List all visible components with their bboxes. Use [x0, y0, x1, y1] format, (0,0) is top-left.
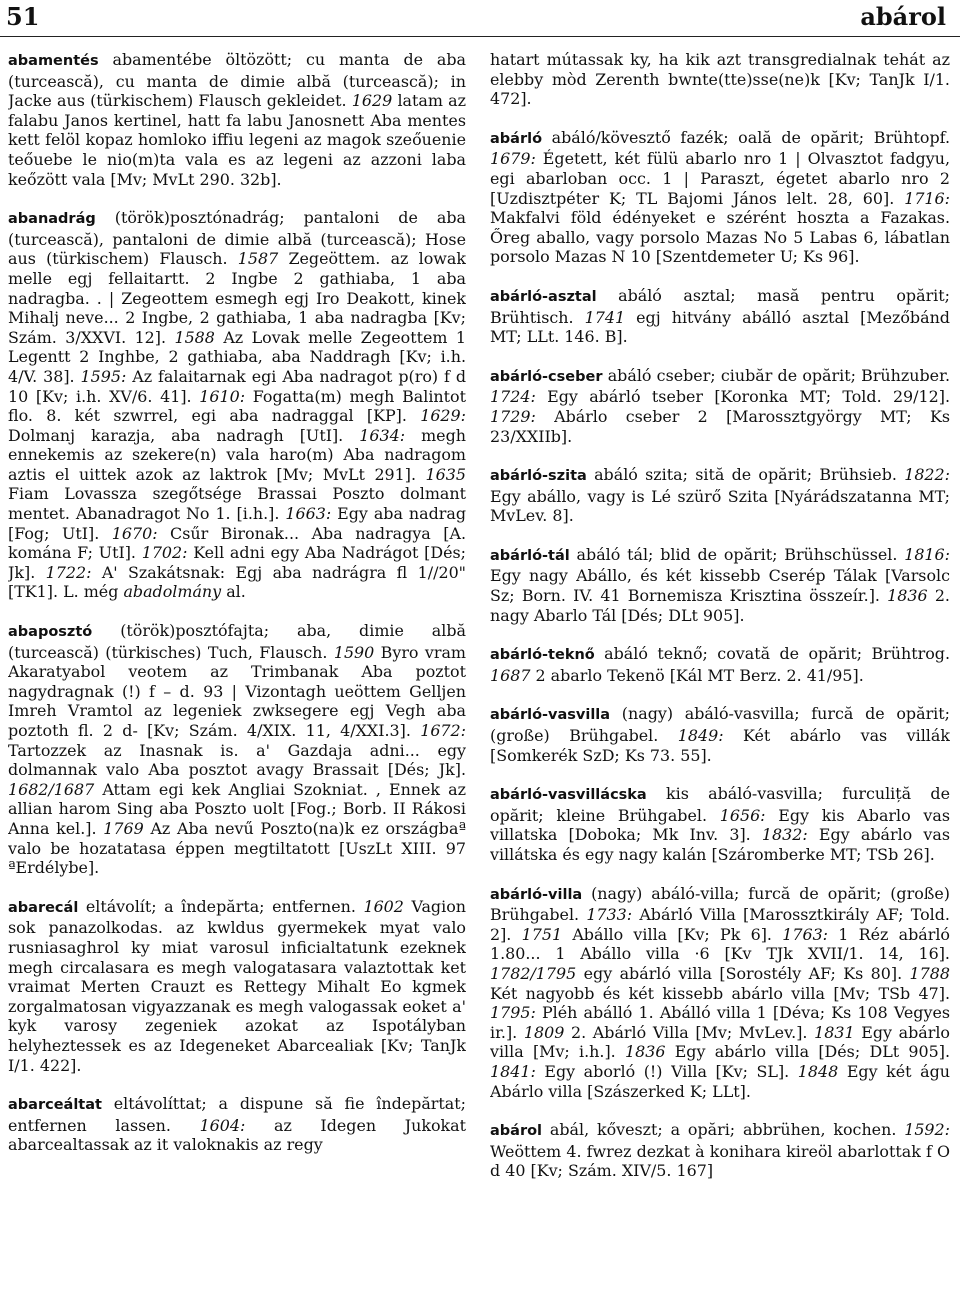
page-number: 51	[6, 2, 40, 31]
entry-text: (török)posztófajta; aba, dimie albă (turcească) (türkisches) Tuch, Flausch.	[8, 621, 466, 662]
dictionary-entry-abarlo-vasvilla	[490, 704, 950, 765]
dictionary-entry-abanadrag	[8, 208, 466, 602]
entry-text: abáló/kövesztő fazék; oală de opărit; Brühtopf.	[542, 127, 950, 147]
entry-text: Az Aba nevű Poszto(na)k ez országbaª valo be hozatatasa éppen megtiltatott [UszLt XIII. 97 ªErdélybe].	[8, 818, 466, 878]
entry-text: Az Lovak melle Zegeottem 1 Legentt 2 Inghbe, 2 gathiaba, aba Naddragh [Kv; i.h. 4/V. 38].	[8, 327, 466, 386]
citation-date: 1634:	[359, 425, 406, 445]
headword: abárló-vasvilla	[490, 707, 611, 724]
entry-text: latam az falabu Janos kertinel, hatt fa labu Janosnett Aba mentes kett felöl kopaz homloko iffiu legeni az magok szeőuenie teőuebe le nio(m)ta vala es az legeni az azzoni laba keőzött vala [Mv; MvLt 290. 32b].	[8, 91, 466, 189]
dictionary-entry-abarlo	[490, 128, 950, 267]
headword: abarceáltat	[8, 1097, 102, 1114]
entry-text: Vagion sok panazolkodas. az kwldus gyermekek myat valo rusniasaghrol ky miat varosul inficialtatunk ezeknek megh circalasara es megh valogatasara valaztottak ket vraimat Merten Crauzt es Rettegy Mihalt Eo kgmek zorgalmatosan vigyazzanak es megh valogassak eoket a' kyk varosy zegeniek azokat az Ispotályban helyheztessek es az Idegeneket Abarcealiak [Kv; TanJk I/1. 422].	[8, 896, 466, 1075]
entry-text: Zegeöttem. az lowak melle egj fellaitartt. 2 Ingbe 2 gathiaba, 1 aba nadragba. . | Zegeottem esmegh egj Iro Deakott, kinek Mihalj neve... 2 Ingbe, 2 gathiaba, 1 aba nadragba [Kv; Szám. 3/XXVI. 12].	[8, 249, 466, 347]
entry-text: Egy nagy Abállo, és két kissebb Cserép Tálak [Varsolc Sz; Born. IV. 41 Bornemisza Krisztina összeír.].	[490, 566, 950, 606]
entry-text: egj hitvány abálló asztal [Mezőbánd MT; LLt. 146. B].	[490, 307, 950, 347]
entry-text: eltávolíttat; a dispune să fie îndepărtat; entfernen lassen.	[8, 1094, 466, 1135]
dictionary-entry-abarlo-szita	[490, 465, 950, 526]
entry-text: Két abárlo vas villák [Somkerék SzD; Ks 73. 55].	[490, 726, 950, 765]
headword: abárló-villa	[490, 886, 583, 903]
citation-date: 1836	[887, 586, 928, 606]
citation-date: 1832:	[761, 825, 808, 845]
entry-text: Két nagyobb és két kissebb abárlo villa [Mv; TSb 47].	[490, 983, 950, 1003]
entry-text: 2. nagy Abarlo Tál [Dés; DLt 905].	[490, 586, 950, 625]
entry-text: Abárló Villa [Marossztkirály AF; Told. 2].	[490, 905, 950, 944]
citation-date: 1816:	[904, 544, 950, 564]
entry-text: megh ennekemis az szekere(n) vala haro(m) Aba nadragom aztis el uittek azok az laktrok [Mv; MvLt 291].	[8, 425, 466, 484]
citation-date: 1679:	[490, 149, 536, 169]
dictionary-entry-abaposzto	[8, 621, 466, 878]
entry-text: abáló teknő; covată de opărit; Brühtrog.	[594, 644, 950, 664]
citation-date: 1769	[103, 818, 144, 838]
entry-text: al.	[221, 582, 246, 602]
entry-text: Egy aba nadrag [Fog; UtI].	[8, 504, 466, 543]
citation-date: 1763:	[782, 924, 829, 944]
entry-text: hatart mútassak ky, ha kik azt transgredialnak tehát az elebby mòd Zerenth bwnte(tte)sse(ne)k [Kv; TanJk I/1. 472].	[490, 50, 950, 109]
entry-text: (nagy) abáló-vasvilla; furcă de opărit; (große) Brühgabel.	[490, 704, 950, 746]
entry-text: Dolmanj karazja, aba nadragh [UtI].	[8, 425, 360, 445]
citation-date: 1670:	[111, 523, 158, 543]
entry-text: Egy abárló tseber [Koronka MT; Told. 29/12].	[535, 387, 950, 407]
citation-date: 1848	[797, 1061, 839, 1081]
citation-date: 1635	[425, 464, 466, 484]
entry-text: A' Szakátsnak: Egj aba nadrágra fl 1//20" [TK1]. L. még	[8, 562, 466, 602]
entry-text: abál, kőveszt; a opări; abbrühen, kochen.	[542, 1120, 905, 1140]
dictionary-entry-abarecal	[8, 897, 466, 1075]
citation-date: 1672:	[420, 721, 466, 740]
entry-text: Abállo villa [Kv; Pk 6].	[562, 924, 783, 944]
citation-date: 1587	[237, 249, 279, 269]
citation-date: 1822:	[904, 465, 950, 485]
entry-text: (nagy) abáló-villa; furcă de opărit; (große) Brühgabel.	[490, 883, 950, 925]
entry-text: Egy két águ Abárlo villa [Szászerked K; LLt].	[490, 1061, 950, 1101]
citation-date: abadolmány	[123, 582, 222, 602]
citation-date: 1724:	[490, 387, 536, 407]
citation-date: 1782/1795	[490, 963, 577, 983]
citation-date: 1751	[521, 924, 563, 944]
entry-text: Byro vram Akaratyabol veotem az Trimbanak Aba poztot nagydragnak (!) f – d. 93 | Vizontagh ueöttem Gelljen Imreh Vramtol az legeniek zwksegere egj Vegh aba poztoth fl. 2 d- [Kv; Szám. 4/XIX. 11, 4/XXI.3].	[8, 642, 466, 740]
headword: abárló-cseber	[490, 368, 603, 385]
entry-text: abáló cseber; ciubăr de opărit; Brühzuber.	[602, 365, 950, 385]
dictionary-entry-abarlo-asztal	[490, 286, 950, 347]
entry-text: Egy aborló (!) Villa [Kv; SL].	[535, 1061, 798, 1081]
entry-text: kis abáló-vasvilla; furculiță de opărit; kleine Brühgabel.	[490, 784, 950, 825]
entry-text: abáló tál; blid de opărit; Brühschüssel.	[569, 544, 905, 564]
headword: abárló-vasvillácska	[490, 787, 647, 804]
dictionary-entry-abarlo-cseber	[490, 366, 950, 446]
citation-date: 1610:	[199, 386, 246, 406]
citation-date: 1656:	[719, 805, 766, 825]
dictionary-entry-abamentes	[8, 50, 466, 189]
running-head: abárol	[860, 2, 946, 31]
right-column	[490, 50, 950, 1312]
entry-text: abáló asztal; masă pentru opărit; Brühtisch.	[490, 285, 950, 327]
entry-text: Egy abállo, vagy is Lé szürő Szita [Nyárádszatanna MT; MvLev. 8].	[490, 486, 950, 526]
citation-date: 1733:	[586, 905, 633, 925]
entry-text: Az falaitarnak egi Aba nadragot p(ro) f d 10 [Kv; i.h. XV/6. 41].	[8, 366, 466, 406]
entry-text: egy abárló villa [Sorostély AF; Ks 80].	[576, 963, 910, 983]
headword: abárló-szita	[490, 468, 587, 485]
entry-text: Csűr Bironak... Aba nadragya [A. komána F; UtI].	[8, 523, 466, 563]
entry-text: Attam egi kek Angliai Szokniat. , Ennek az allian harom Sing aba Poszto uolt [Fog.; Borb. II Rákosi Anna kel.].	[8, 779, 466, 838]
citation-date: 1831	[814, 1022, 855, 1042]
headword: abárló-asztal	[490, 288, 597, 305]
entry-text: Fiam Lovassza szegőtsége Brassai Poszto dolmant mentet. Abanadragot No 1. [i.h.].	[8, 484, 466, 524]
citation-date: 1590	[333, 642, 375, 662]
entry-text: Tartozzek az Inasnak is. a' Gazdaja adni... egy dolmannak valo Aba posztot avagy Brassait [Dés; Jk].	[8, 740, 466, 780]
headword: abárol	[490, 1123, 543, 1140]
headword: abárló-tál	[490, 547, 570, 564]
headword: abanadrág	[8, 211, 96, 228]
headword: abárló-teknő	[490, 647, 595, 664]
dictionary-entry-abarlo-tekeno	[490, 644, 950, 685]
citation-date: 1722:	[45, 562, 92, 582]
citation-date: 1604:	[199, 1115, 246, 1135]
dictionary-entry-abarol	[490, 1120, 950, 1181]
left-column	[8, 50, 466, 1312]
citation-date: 1836	[624, 1042, 666, 1062]
citation-date: 1687	[490, 665, 531, 685]
entry-text: 1 Réz abárló 1.80... 1 Abállo villa ·6 [Kv TJk XVII/1. 14, 16].	[490, 924, 950, 964]
headword: abárló	[490, 130, 543, 147]
entry-text: (török)posztónadrág; pantaloni de aba (turcească), pantaloni de dimie albă (turcească); Hose aus (türkischem) Flausch.	[8, 208, 466, 269]
entry-text: abáló szita; sită de opărit; Brühsieb.	[586, 465, 905, 485]
dictionary-entry-abarlo-vasvillacska	[490, 784, 950, 864]
entry-text: Weöttem 4. fwrez dezkat à konihara kireöl abarlottak f O d 40 [Kv; Szám. XIV/5. 167]	[490, 1141, 950, 1181]
dictionary-entry-cont	[490, 50, 950, 109]
citation-date: 1629:	[420, 406, 466, 426]
entry-text: Fogatta(m) megh Balintot flo. 8. két szwrrel, egi aba nadraggal [KP].	[8, 386, 466, 426]
citation-date: 1849:	[677, 726, 724, 746]
citation-date: 1702:	[141, 543, 188, 563]
citation-date: 1682/1687	[8, 779, 95, 799]
dictionary-entry-abarlo-villa	[490, 884, 950, 1102]
entry-text: 2 abarlo Tekenö [Kál MT Berz. 2. 41/95].	[530, 665, 864, 685]
headword: abarecál	[8, 899, 79, 916]
citation-date: 1592:	[904, 1120, 950, 1140]
headword: abaposztó	[8, 624, 93, 641]
citation-date: 1588	[174, 327, 215, 347]
entry-text: Kell adni egy Aba Nadrágot [Dés; Jk].	[8, 543, 466, 582]
entry-text: Égetett, két fülü abarlo nro 1 | Olvasztot fadgyu, egi abarloban occ. 1 | Paraszt, égetet abarlo nro 2 [Uzdisztpéter K; TL Bajomi János lelt. 28, 60].	[490, 149, 950, 208]
citation-date: 1602	[363, 896, 404, 916]
dictionary-entry-abarcealtat	[8, 1094, 466, 1155]
citation-date: 1795:	[490, 1003, 536, 1023]
citation-date: 1741	[584, 307, 626, 327]
citation-date: 1809	[523, 1022, 565, 1042]
page-header	[0, 0, 960, 37]
citation-date: 1629	[351, 91, 393, 111]
citation-date: 1663:	[285, 504, 332, 524]
entry-text: Pléh abálló 1. Abálló villa 1 [Déva; Ks 108 Vegyes ir.].	[490, 1003, 950, 1042]
entry-text: Egy abárlo villa [Mv; i.h.].	[490, 1022, 950, 1062]
headword: abamentés	[8, 53, 99, 69]
entry-text: Egy abárlo vas villátska és egy nagy kalán [Száromberke MT; TSb 26].	[490, 825, 950, 864]
entry-text: az Idegen Jukokat abarcealtassak az it valoknakis az regy	[8, 1115, 466, 1155]
entry-text: Egy abárlo villa [Dés; DLt 905].	[665, 1042, 950, 1062]
citation-date: 1729:	[490, 406, 536, 426]
dictionary-entry-abarlo-tal	[490, 545, 950, 625]
entry-text: Egy kis Abarlo vas villatska [Doboka; Mk Inv. 3].	[490, 805, 950, 845]
entry-text: Makfalvi föld édényeket e szérént hoszta a Fazakas. Őreg aballo, vagy porsolo Mazas No 5 Labas 6, lábatlan porsolo Mazas N 10 [Szentdemeter U; Ks 96].	[490, 208, 950, 267]
citation-date: 1788	[909, 963, 950, 983]
citation-date: 1841:	[490, 1061, 536, 1081]
entry-text: eltávolít; a îndepărta; entfernen.	[78, 896, 364, 916]
entry-text: Abárlo cseber 2 [Marossztgyörgy MT; Ks 23/XXIIb].	[490, 406, 950, 446]
entry-text: 2. Abárló Villa [Mv; MvLev.].	[564, 1022, 815, 1042]
citation-date: 1595:	[80, 366, 127, 386]
citation-date: 1716:	[904, 188, 950, 208]
entry-text: abamentébe öltözött; cu manta de aba (turcească), cu manta de dimie albă (turcească); in Jacke aus (türkischem) Flausch gekleidet.	[8, 50, 466, 111]
